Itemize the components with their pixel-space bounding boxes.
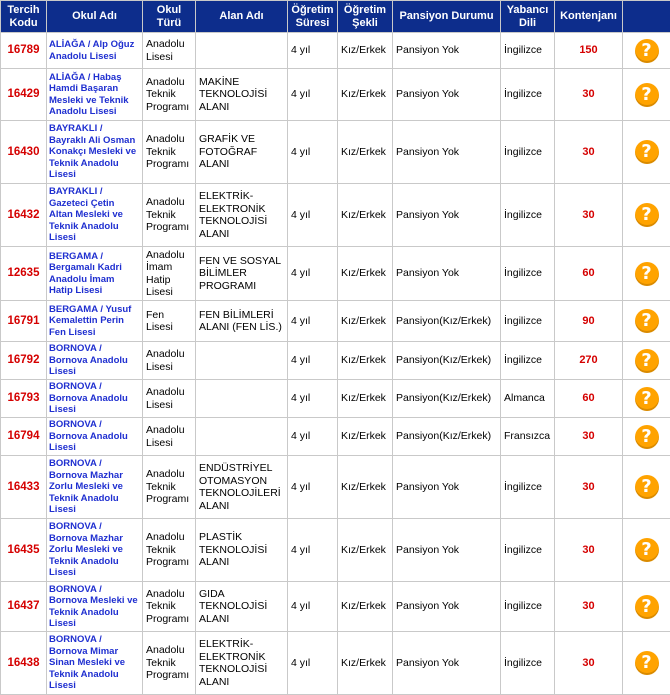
format-cell: Kız/Erkek [338, 456, 393, 519]
language-cell: Almanca [501, 380, 555, 418]
school-link[interactable]: BORNOVA / Bornova Mesleki ve Teknik Anadolu Lisesi [49, 583, 138, 629]
hostel-cell: Pansiyon Yok [393, 184, 501, 247]
field-name-cell: ENDÜSTRİYEL OTOMASYON TEKNOLOJİLERİ ALANI [196, 456, 288, 519]
language-cell: İngilizce [501, 121, 555, 184]
field-name-cell [196, 380, 288, 418]
language-cell: İngilizce [501, 33, 555, 69]
question-mark-icon[interactable]: ? [635, 39, 659, 63]
hostel-cell: Pansiyon Yok [393, 121, 501, 184]
quota-cell: 30 [555, 519, 623, 582]
format-cell: Kız/Erkek [338, 247, 393, 301]
school-link[interactable]: BORNOVA / Bornova Mazhar Zorlu Mesleki ve Teknik Anadolu Lisesi [49, 521, 123, 579]
hostel-cell: Pansiyon(Kız/Erkek) [393, 342, 501, 380]
school-link[interactable]: ALİAĞA / Alp Oğuz Anadolu Lisesi [49, 39, 135, 62]
question-mark-icon[interactable]: ? [635, 651, 659, 675]
field-name-cell: GIDA TEKNOLOJİSİ ALANI [196, 582, 288, 632]
question-mark-icon[interactable]: ? [635, 203, 659, 227]
duration-cell: 4 yıl [288, 380, 338, 418]
language-cell: İngilizce [501, 582, 555, 632]
table-row [1, 342, 670, 380]
school-type-cell: Anadolu Teknik Programı [143, 121, 196, 184]
header-school: Okul Adı [47, 1, 143, 33]
help-cell [623, 632, 670, 695]
field-name-cell: FEN BİLİMLERİ ALANI (FEN LİS.) [196, 301, 288, 342]
quota-cell: 60 [555, 380, 623, 418]
field-name-cell: MAKİNE TEKNOLOJİSİ ALANI [196, 69, 288, 121]
help-cell [623, 456, 670, 519]
format-cell: Kız/Erkek [338, 301, 393, 342]
quota-cell: 30 [555, 121, 623, 184]
school-name-cell [47, 582, 143, 632]
help-cell [623, 582, 670, 632]
question-mark-icon[interactable]: ? [635, 595, 659, 619]
school-link[interactable]: BERGAMA / Yusuf Kemalettin Perin Fen Lisesi [49, 303, 132, 338]
school-name-cell [47, 342, 143, 380]
field-name-cell: FEN VE SOSYAL BİLİMLER PROGRAMI [196, 247, 288, 301]
field-name-cell [196, 418, 288, 456]
tercih-code-cell: 16433 [1, 456, 47, 519]
duration-cell: 4 yıl [288, 184, 338, 247]
header-type: Okul Türü [143, 1, 196, 33]
hostel-cell: Pansiyon(Kız/Erkek) [393, 301, 501, 342]
header-help [623, 1, 670, 33]
table-row [1, 632, 670, 695]
header-code: Tercih Kodu [1, 1, 47, 33]
format-cell: Kız/Erkek [338, 418, 393, 456]
field-name-cell [196, 342, 288, 380]
language-cell: İngilizce [501, 456, 555, 519]
school-type-cell: Anadolu Teknik Programı [143, 519, 196, 582]
question-mark-icon[interactable]: ? [635, 83, 659, 107]
school-link[interactable]: BERGAMA / Bergamalı Kadri Anadolu İmam Hatip Lisesi [49, 250, 122, 296]
school-type-cell: Anadolu Teknik Programı [143, 69, 196, 121]
format-cell: Kız/Erkek [338, 121, 393, 184]
duration-cell: 4 yıl [288, 456, 338, 519]
duration-cell: 4 yıl [288, 519, 338, 582]
hostel-cell: Pansiyon(Kız/Erkek) [393, 380, 501, 418]
school-type-cell: Anadolu Teknik Programı [143, 632, 196, 695]
table-row [1, 247, 670, 301]
table-header-row [1, 1, 670, 33]
help-cell [623, 519, 670, 582]
help-cell [623, 247, 670, 301]
school-name-cell [47, 301, 143, 342]
header-language: Yabancı Dili [501, 1, 555, 33]
duration-cell: 4 yıl [288, 69, 338, 121]
table-row [1, 33, 670, 69]
tercih-code-cell: 16437 [1, 582, 47, 632]
school-type-cell: Anadolu Lisesi [143, 418, 196, 456]
help-cell [623, 33, 670, 69]
language-cell: İngilizce [501, 632, 555, 695]
hostel-cell: Pansiyon Yok [393, 582, 501, 632]
question-mark-icon[interactable]: ? [635, 349, 659, 373]
header-field: Alan Adı [196, 1, 288, 33]
question-mark-icon[interactable]: ? [635, 387, 659, 411]
header-duration: Öğretim Süresi [288, 1, 338, 33]
hostel-cell: Pansiyon(Kız/Erkek) [393, 418, 501, 456]
school-type-cell: Fen Lisesi [143, 301, 196, 342]
format-cell: Kız/Erkek [338, 380, 393, 418]
table-row [1, 121, 670, 184]
language-cell: İngilizce [501, 184, 555, 247]
table-row [1, 301, 670, 342]
school-name-cell [47, 418, 143, 456]
school-link[interactable]: BORNOVA / Bornova Anadolu Lisesi [49, 419, 128, 454]
school-link[interactable]: BAYRAKLI / Gazeteci Çetin Altan Mesleki ve Teknik Anadolu Lisesi [49, 186, 123, 244]
language-cell: İngilizce [501, 342, 555, 380]
quota-cell: 270 [555, 342, 623, 380]
school-name-cell [47, 69, 143, 121]
language-cell: İngilizce [501, 69, 555, 121]
duration-cell: 4 yıl [288, 632, 338, 695]
hostel-cell: Pansiyon Yok [393, 632, 501, 695]
question-mark-icon[interactable]: ? [635, 538, 659, 562]
quota-cell: 30 [555, 69, 623, 121]
tercih-code-cell: 16430 [1, 121, 47, 184]
tercih-code-cell: 16429 [1, 69, 47, 121]
school-link[interactable]: BORNOVA / Bornova Anadolu Lisesi [49, 381, 128, 416]
school-type-cell: Anadolu Lisesi [143, 342, 196, 380]
school-name-cell [47, 456, 143, 519]
duration-cell: 4 yıl [288, 33, 338, 69]
quota-cell: 30 [555, 456, 623, 519]
question-mark-icon[interactable]: ? [635, 425, 659, 449]
school-type-cell: Anadolu Teknik Programı [143, 582, 196, 632]
quota-cell: 30 [555, 184, 623, 247]
quota-cell: 30 [555, 582, 623, 632]
duration-cell: 4 yıl [288, 582, 338, 632]
help-cell [623, 184, 670, 247]
question-mark-icon[interactable]: ? [635, 475, 659, 499]
school-name-cell [47, 380, 143, 418]
duration-cell: 4 yıl [288, 342, 338, 380]
quota-cell: 60 [555, 247, 623, 301]
school-name-cell [47, 33, 143, 69]
help-cell [623, 342, 670, 380]
help-cell [623, 301, 670, 342]
school-link[interactable]: BORNOVA / Bornova Mimar Sinan Mesleki ve Teknik Anadolu Lisesi [49, 634, 126, 692]
help-cell [623, 418, 670, 456]
header-hostel: Pansiyon Durumu [393, 1, 501, 33]
school-link[interactable]: BORNOVA / Bornova Anadolu Lisesi [49, 343, 128, 378]
duration-cell: 4 yıl [288, 247, 338, 301]
field-name-cell: GRAFİK VE FOTOĞRAF ALANI [196, 121, 288, 184]
tercih-code-cell: 16792 [1, 342, 47, 380]
tercih-code-cell: 16791 [1, 301, 47, 342]
school-name-cell [47, 184, 143, 247]
school-name-cell [47, 121, 143, 184]
field-name-cell: ELEKTRİK-ELEKTRONİK TEKNOLOJİSİ ALANI [196, 632, 288, 695]
hostel-cell: Pansiyon Yok [393, 456, 501, 519]
language-cell: Fransızca [501, 418, 555, 456]
duration-cell: 4 yıl [288, 121, 338, 184]
format-cell: Kız/Erkek [338, 632, 393, 695]
school-type-cell: Anadolu Teknik Programı [143, 184, 196, 247]
question-mark-icon[interactable]: ? [635, 262, 659, 286]
school-type-cell: Anadolu Lisesi [143, 380, 196, 418]
tercih-code-cell: 16794 [1, 418, 47, 456]
format-cell: Kız/Erkek [338, 519, 393, 582]
tercih-code-cell: 12635 [1, 247, 47, 301]
help-cell [623, 121, 670, 184]
language-cell: İngilizce [501, 519, 555, 582]
hostel-cell: Pansiyon Yok [393, 519, 501, 582]
school-type-cell: Anadolu Lisesi [143, 33, 196, 69]
school-type-cell: Anadolu İmam Hatip Lisesi [143, 247, 196, 301]
table-row [1, 582, 670, 632]
school-type-cell: Anadolu Teknik Programı [143, 456, 196, 519]
table-row [1, 519, 670, 582]
hostel-cell: Pansiyon Yok [393, 33, 501, 69]
table-row [1, 184, 670, 247]
school-link[interactable]: BAYRAKLI / Bayraklı Ali Osman Konakçı Mesleki ve Teknik Anadolu Lisesi [49, 123, 137, 181]
quota-cell: 30 [555, 632, 623, 695]
school-name-cell [47, 247, 143, 301]
tercih-code-cell: 16435 [1, 519, 47, 582]
school-name-cell [47, 519, 143, 582]
tercih-code-cell: 16793 [1, 380, 47, 418]
tercih-code-cell: 16432 [1, 184, 47, 247]
quota-cell: 150 [555, 33, 623, 69]
help-cell [623, 380, 670, 418]
header-format: Öğretim Şekli [338, 1, 393, 33]
table-row [1, 69, 670, 121]
help-cell [623, 69, 670, 121]
school-link[interactable]: BORNOVA / Bornova Mazhar Zorlu Mesleki ve Teknik Anadolu Lisesi [49, 458, 123, 516]
field-name-cell [196, 33, 288, 69]
table-row [1, 418, 670, 456]
duration-cell: 4 yıl [288, 301, 338, 342]
format-cell: Kız/Erkek [338, 33, 393, 69]
field-name-cell: ELEKTRİK-ELEKTRONİK TEKNOLOJİSİ ALANI [196, 184, 288, 247]
format-cell: Kız/Erkek [338, 184, 393, 247]
table-row [1, 380, 670, 418]
language-cell: İngilizce [501, 247, 555, 301]
hostel-cell: Pansiyon Yok [393, 69, 501, 121]
quota-cell: 90 [555, 301, 623, 342]
field-name-cell: PLASTİK TEKNOLOJİSİ ALANI [196, 519, 288, 582]
tercih-code-cell: 16789 [1, 33, 47, 69]
question-mark-icon[interactable]: ? [635, 140, 659, 164]
table-row [1, 456, 670, 519]
tercih-code-cell: 16438 [1, 632, 47, 695]
school-link[interactable]: ALİAĞA / Habaş Hamdi Başaran Mesleki ve Teknik Anadolu Lisesi [49, 71, 129, 117]
format-cell: Kız/Erkek [338, 69, 393, 121]
school-name-cell [47, 632, 143, 695]
language-cell: İngilizce [501, 301, 555, 342]
header-quota: Kontenjanı [555, 1, 623, 33]
duration-cell: 4 yıl [288, 418, 338, 456]
format-cell: Kız/Erkek [338, 582, 393, 632]
quota-cell: 30 [555, 418, 623, 456]
format-cell: Kız/Erkek [338, 342, 393, 380]
hostel-cell: Pansiyon Yok [393, 247, 501, 301]
question-mark-icon[interactable]: ? [635, 309, 659, 333]
